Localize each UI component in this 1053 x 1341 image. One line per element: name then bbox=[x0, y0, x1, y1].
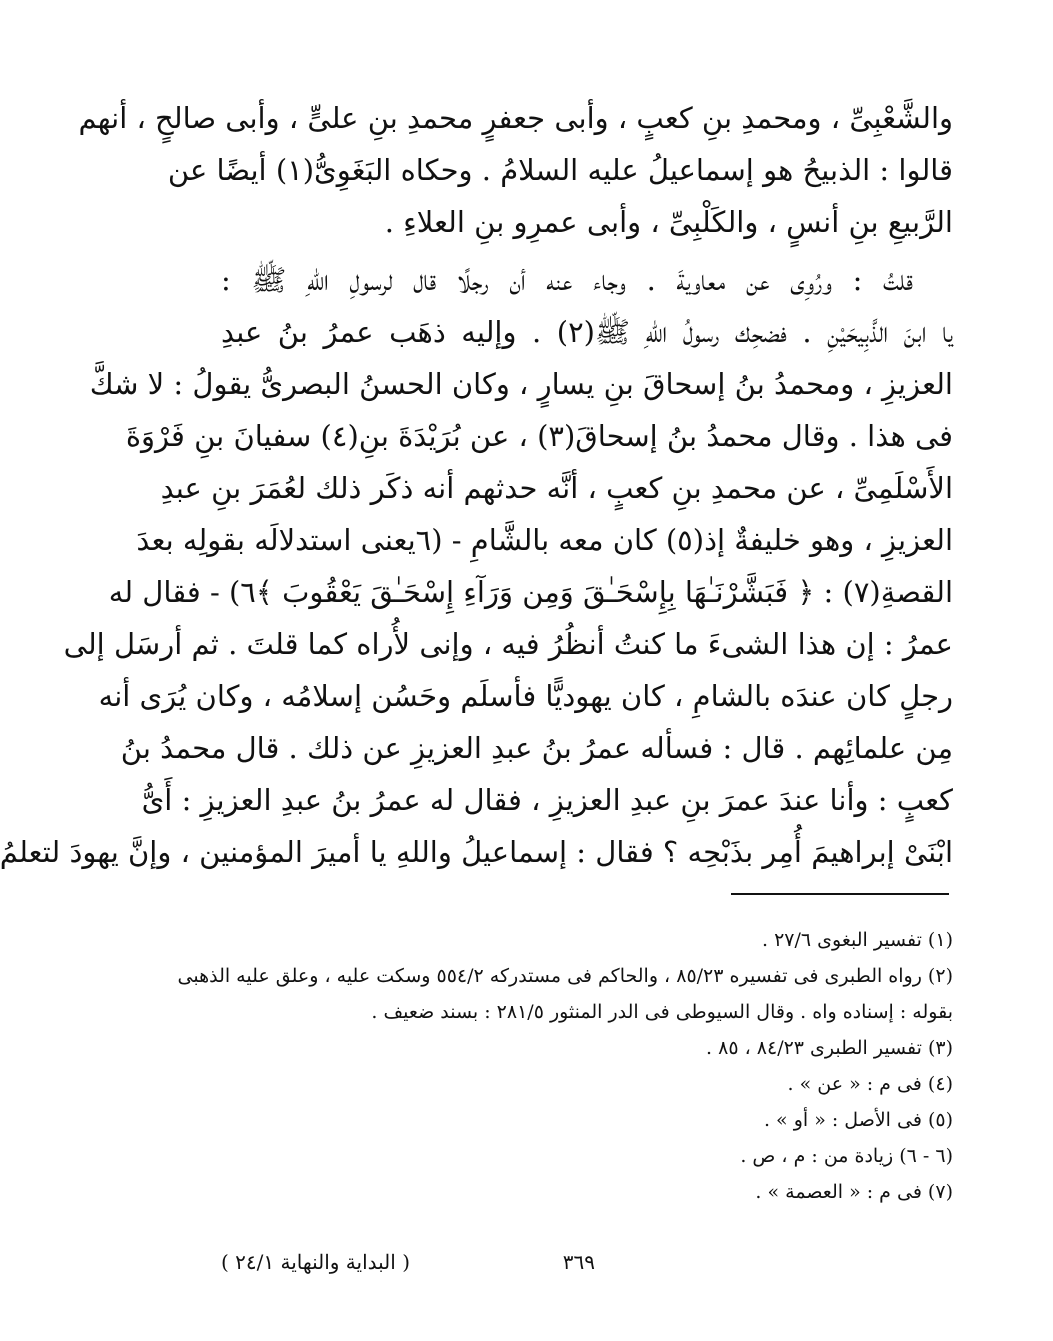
text-line: ابْنَىْ إبراهيمَ أُمِر بذَبْحِه ؟ فقال : إسماعيلُ واللهِ يا أميرَ المؤمنين ، وإنَّ يهودَ لتعلمُ bbox=[0, 835, 953, 869]
footnote: (٥) فى الأصل : « أو » . bbox=[763, 1109, 953, 1131]
text-line: الرَّبيعِ بنِ أنسٍ ، والكَلْبِىِّ ، وأبى عمرِو بنِ العلاءِ . bbox=[384, 205, 953, 239]
page-number: ٣٦٩ bbox=[562, 1250, 595, 1274]
text-line: يا ابنَ الذَّبِيحَيْنِ . فضحِك رسولُ اللهِ ﷺ(٢) . وإليه ذهَب عمرُ بنُ عبدِ bbox=[221, 315, 953, 349]
text-line: مِن علمائِهم . قال : فسأله عمرُ بنُ عبدِ العزيزِ عن ذلك . قال محمدُ بنُ bbox=[120, 731, 953, 765]
page-footer bbox=[221, 1250, 953, 1280]
text-line: كعبٍ : وأنا عندَ عمرَ بنِ عبدِ العزيزِ ، فقال له عمرُ بنُ عبدِ العزيزِ : أَىُّ bbox=[141, 783, 953, 817]
text-line: فى هذا . وقال محمدُ بنُ إسحاقَ(٣) ، عن بُرَيْدَةَ بنِ(٤) سفيانَ بنِ فَرْوَةَ bbox=[125, 419, 953, 453]
paragraph-2 bbox=[0, 254, 953, 878]
footnote-divider bbox=[731, 893, 949, 895]
running-reference: ( البداية والنهاية ٢٤/١ ) bbox=[221, 1250, 410, 1274]
footnote: (٣) تفسير الطبرى ٨٤/٢٣ ، ٨٥ . bbox=[706, 1037, 953, 1059]
footnote: (٦ - ٦) زيادة من : م ، ص . bbox=[740, 1145, 953, 1167]
footnotes bbox=[177, 922, 953, 1210]
paragraph-1 bbox=[78, 92, 953, 248]
text-line: قالوا : الذبيحُ هو إسماعيلُ عليه السلامُ . وحكاه البَغَوِىُّ(١) أيضًا عن bbox=[167, 153, 953, 187]
text-line: عمرُ : إن هذا الشىءَ ما كنتُ أنظُرُ فيه ، وإنى لأُراه كما قلتَ . ثم أرسَل إلى bbox=[63, 627, 953, 661]
text-line: والشَّعْبِىِّ ، ومحمدِ بنِ كعبٍ ، وأبى جعفرٍ محمدِ بنِ علىٍّ ، وأبى صالحٍ ، أنهم bbox=[78, 101, 953, 135]
text-line: الأَسْلَمِىِّ ، عن محمدِ بنِ كعبٍ ، أنَّه حدثهم أنه ذكَر ذلك لعُمَرَ بنِ عبدِ bbox=[160, 471, 953, 505]
footnote: (٤) فى م : « عن » . bbox=[787, 1073, 953, 1095]
text-line: العزيزِ ، ومحمدُ بنُ إسحاقَ بنِ يسارٍ ، وكان الحسنُ البصرىُّ يقولُ : لا شكَّ bbox=[89, 367, 953, 401]
footnote-continuation: بقوله : إسناده واه . وقال السيوطى فى الدر المنثور ٢٨١/٥ : بسند ضعيف . bbox=[371, 1001, 953, 1023]
footnote: (٢) رواه الطبرى فى تفسيره ٨٥/٢٣ ، والحاكم فى مستدركه ٥٥٤/٢ وسكت عليه ، وعلق عليه الذهبى bbox=[177, 965, 953, 987]
footnote: (٧) فى م : « العصمة » . bbox=[755, 1181, 953, 1203]
footnote: (١) تفسير البغوى ٢٧/٦ . bbox=[761, 929, 953, 951]
text-line: القصةِ(٧) : ﴿ فَبَشَّرْنَـٰهَا بِإِسْحَـٰقَ وَمِن وَرَآءِ إِسْحَـٰقَ يَعْقُوبَ ﴾٦) - فقال له bbox=[108, 575, 953, 609]
text-line: العزيزِ ، وهو خليفةٌ إذ(٥) كان معه بالشَّامِ - (٦يعنى استدلالَه بقولِه بعدَ bbox=[136, 523, 953, 557]
text-line: قلتُ : ورُوِى عن معاويةَ . وجاء عنه أن رجلًا قال لرسولِ اللهِ ﷺ : bbox=[221, 263, 913, 297]
text-line: رجلٍ كان عندَه بالشامِ ، كان يهوديًّا فأسلَم وحَسُن إسلامُه ، وكان يُرَى أنه bbox=[98, 679, 953, 713]
